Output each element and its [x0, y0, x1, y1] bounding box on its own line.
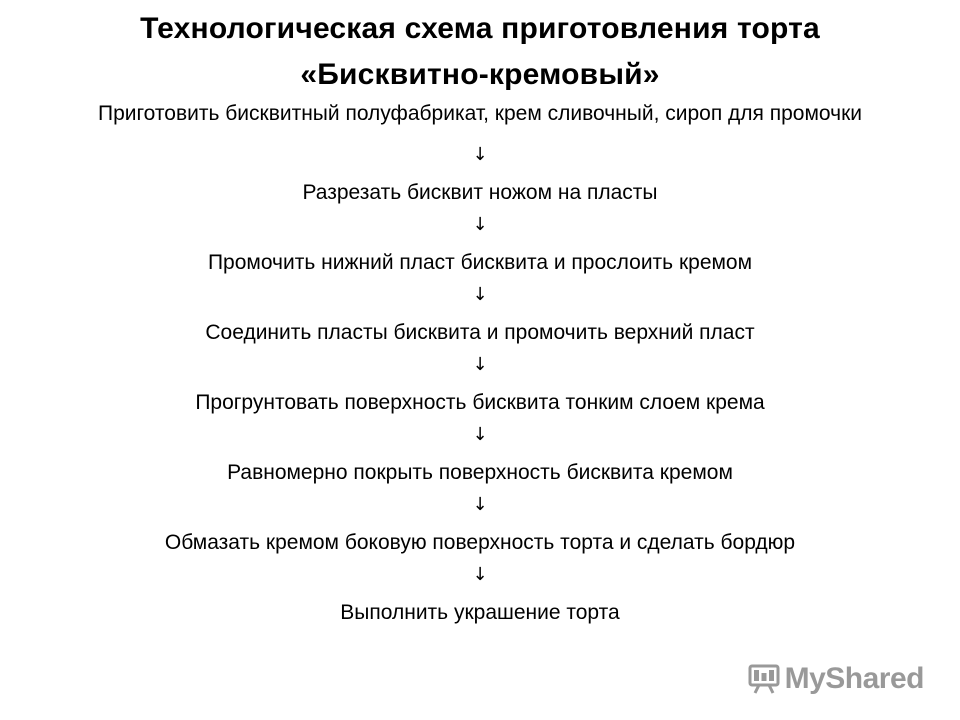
- flow-step-6: Равномерно покрыть поверхность бисквита кремом: [227, 461, 733, 484]
- down-arrow-icon: ↓: [472, 424, 488, 445]
- flow-step-5: Прогрунтовать поверхность бисквита тонким слоем крема: [195, 391, 765, 414]
- down-arrow-icon: ↓: [472, 144, 488, 165]
- flow-step-3: Промочить нижний пласт бисквита и прослоить кремом: [207, 251, 753, 274]
- flow-step-1: Приготовить бисквитный полуфабрикат, крем сливочный, сироп для промочки: [97, 102, 863, 125]
- flow-step-7: Обмазать кремом боковую поверхность торта и сделать бордюр: [164, 531, 796, 554]
- presentation-board-icon: [747, 662, 781, 696]
- title-line-1: Технологическая схема приготовления торта: [140, 12, 820, 45]
- diagram-title: [60, 6, 900, 98]
- down-arrow-icon: ↓: [472, 494, 488, 515]
- process-flow: [60, 99, 900, 628]
- down-arrow-icon: ↓: [472, 354, 488, 375]
- watermark-logo: [747, 662, 924, 696]
- flow-step-2: Разрезать бисквит ножом на пласты: [302, 181, 658, 204]
- down-arrow-icon: ↓: [472, 564, 488, 585]
- flow-step-4: Соединить пласты бисквита и промочить верхний пласт: [205, 321, 755, 344]
- watermark-text: MyShared: [784, 662, 924, 695]
- title-line-2: «Бисквитно-кремовый»: [300, 58, 660, 91]
- down-arrow-icon: ↓: [472, 284, 488, 305]
- down-arrow-icon: ↓: [472, 214, 488, 235]
- flow-step-8: Выполнить украшение торта: [340, 601, 620, 624]
- flow-spacer: [60, 128, 900, 138]
